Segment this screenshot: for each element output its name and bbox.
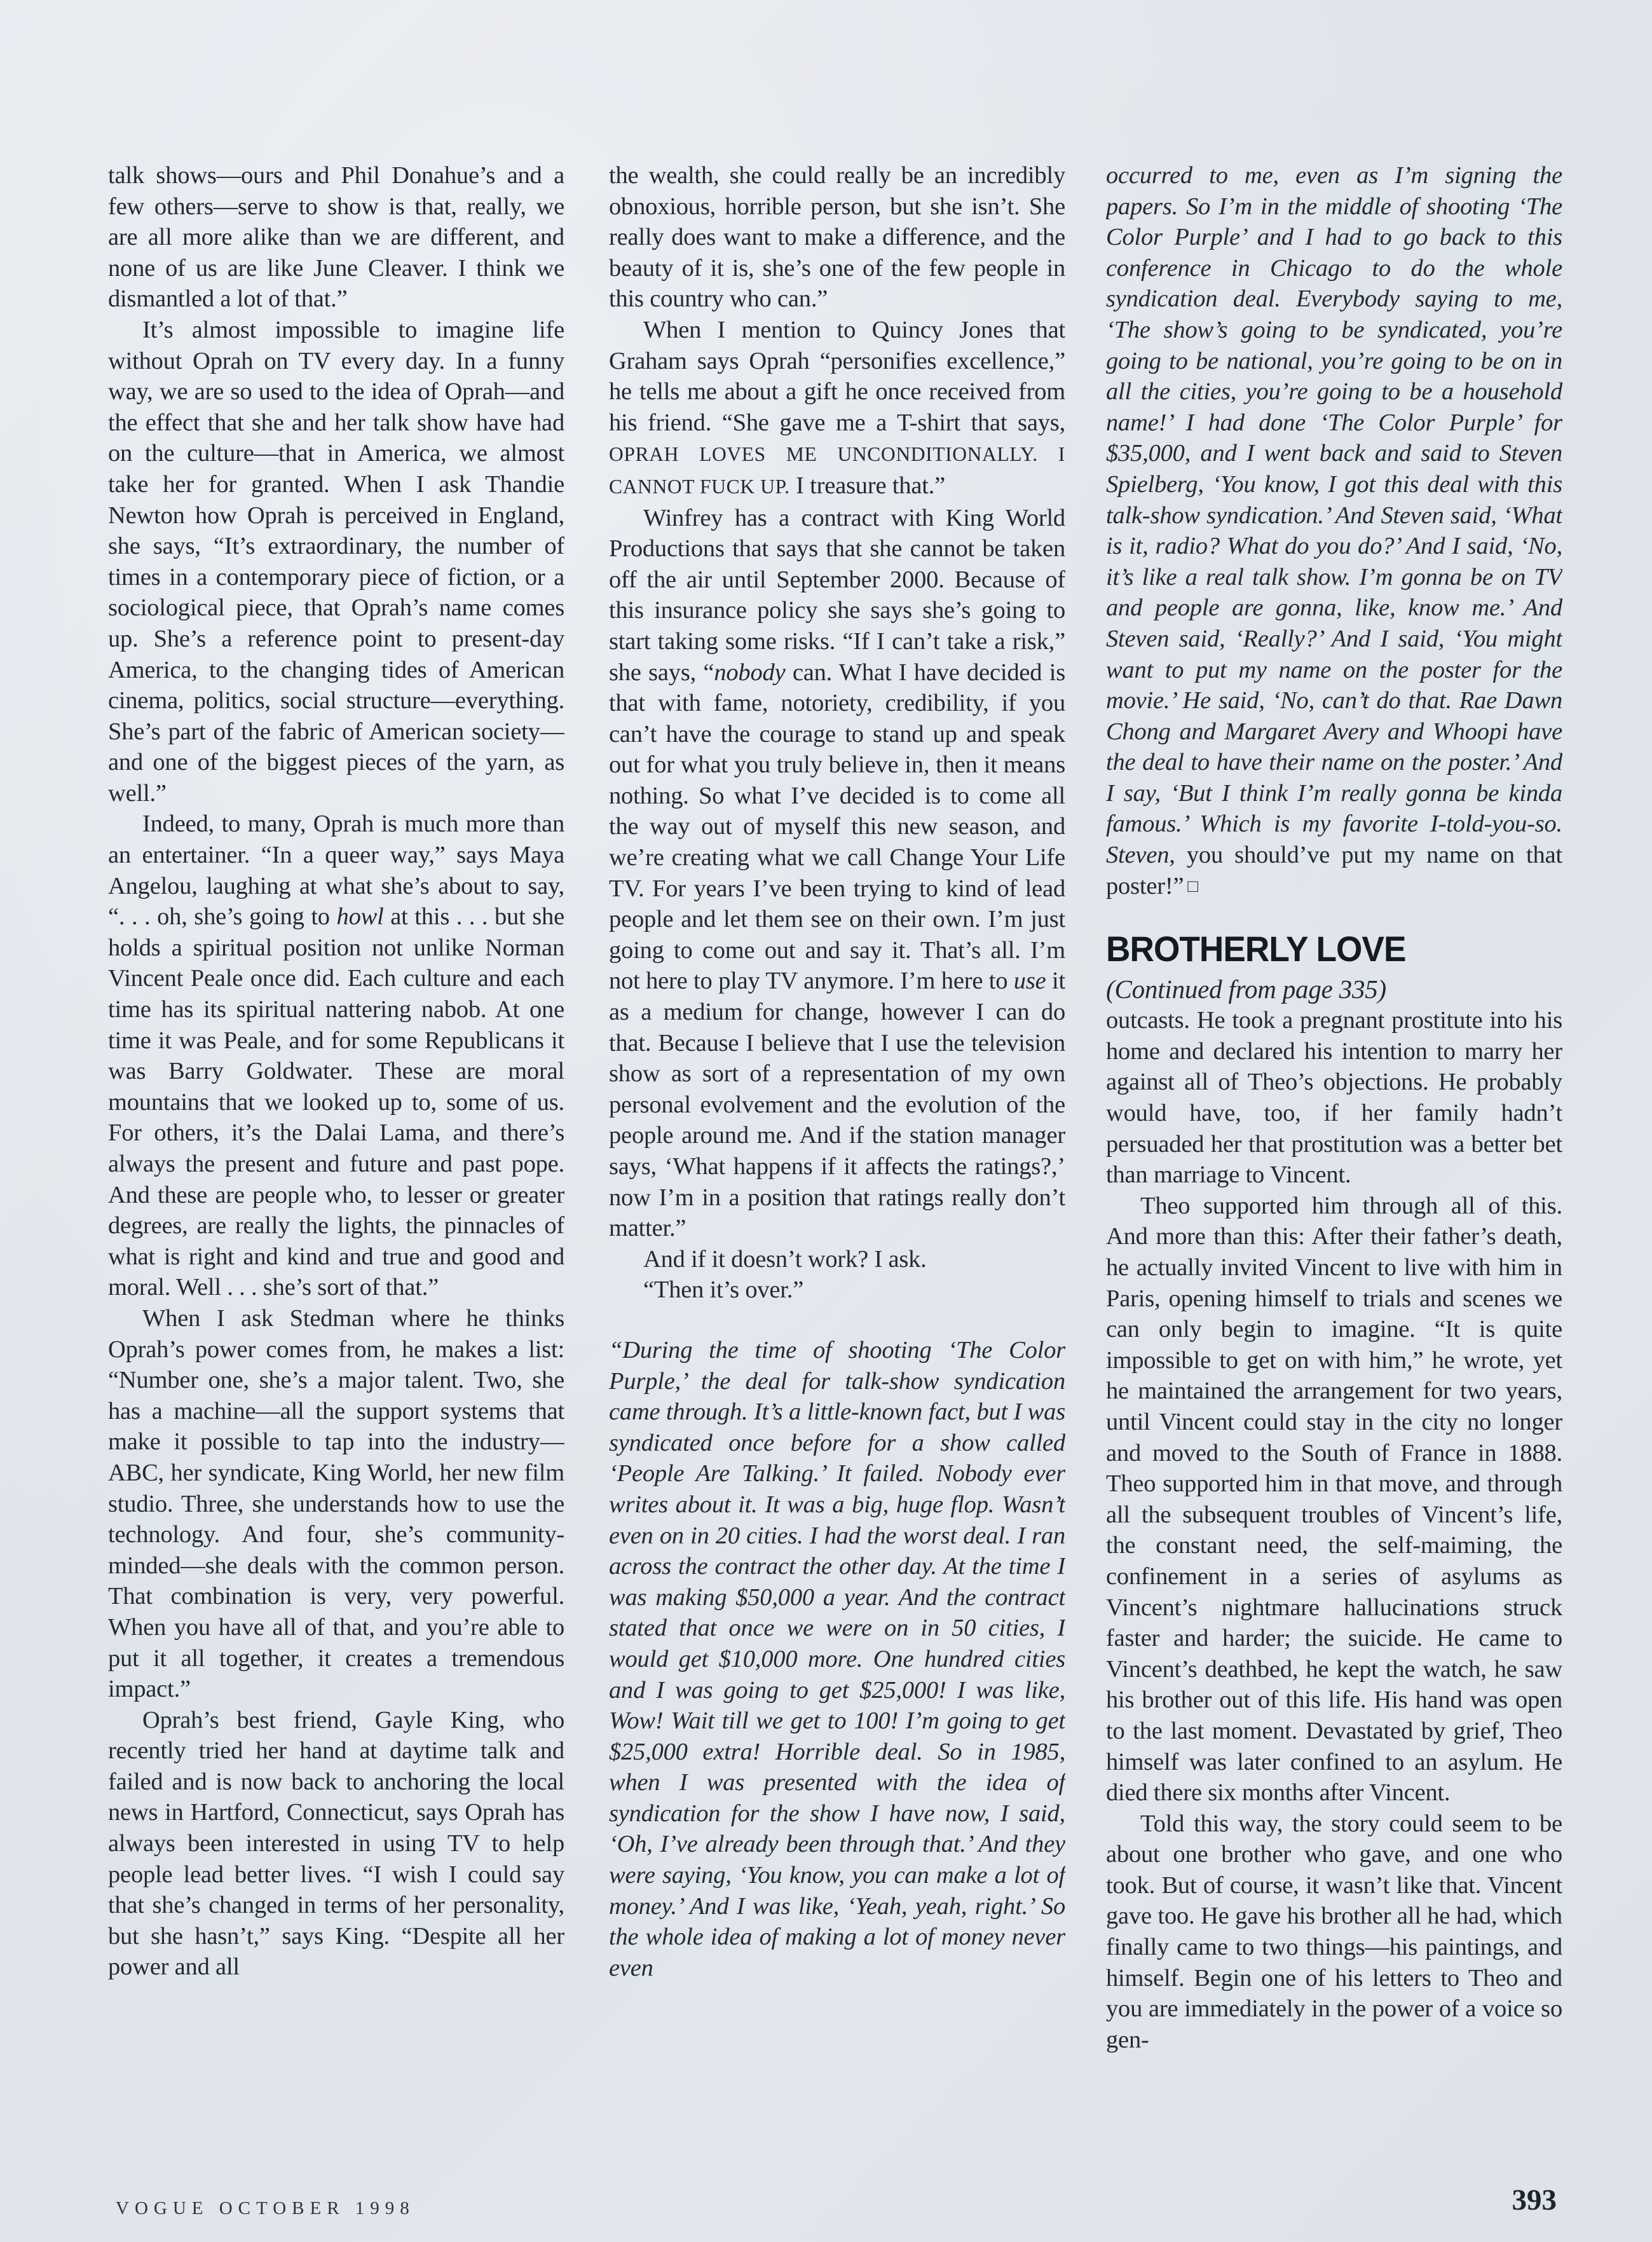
text-segment: And if it doesn’t work? I ask. xyxy=(643,1245,927,1273)
text-segment: the wealth, she could really be an incredibly obnoxious, horrible person, but she isn’t. She really does want to make a difference, and the beauty of it is, she’s one of the few people in this country who can.” xyxy=(609,162,1065,313)
section-heading: BROTHERLY LOVE xyxy=(1106,929,1406,969)
text-segment: Told this way, the story could seem to be about one brother who gave, and one who took. But of course, it wasn’t like that. Vincent gave too. He gave his brother all he had, which finally came to two things—his paintings, and himself. Begin one of his letters to Theo and you are immediately in the power of a voice so gen- xyxy=(1106,1810,1562,2053)
article-column-middle xyxy=(609,160,1065,2147)
body-paragraph xyxy=(609,503,1065,1244)
body-paragraph xyxy=(609,315,1065,503)
text-segment: talk shows—ours and Phil Donahue’s and a few others—serve to show is that, really, we are all more alike than we are different, and none of us are like June Cleaver. I think we dismantled a lot of that.” xyxy=(108,162,564,313)
text-segment: it as a medium for change, however I can do that. Because I believe that I use the television show as sort of a representation of my own personal evolvement and the evolution of the people around me. And if the station manager says, ‘What happens if it affects the ratings?,’ now I’m in a position that ratings really don’t matter.” xyxy=(609,967,1065,1242)
text-segment: Oprah’s best friend, Gayle King, who recently tried her hand at daytime talk and failed and is now back to anchoring the local news in Hartford, Connecticut, says Oprah has always been interested in using TV to help people lead better lives. “I wish I could say that she’s changed in terms of her personality, but she hasn’t,” says King. “Despite all her power and all xyxy=(108,1706,564,1981)
body-paragraph xyxy=(108,1303,564,1705)
text-segment: Indeed, to many, Oprah is much more than an entertainer. “In a queer way,” says Maya Angelou, laughing at what she’s about to say, “. . . oh, she’s going to xyxy=(108,810,564,931)
text-segment: “Then it’s over.” xyxy=(643,1276,804,1304)
text-segment: When I ask Stedman where he thinks Oprah’s power comes from, he makes a list: “Number one, she’s a major talent. Two, she has a machine—all the support systems that make it possible to tap into the industry—ABC, her syndicate, King World, her new film studio. Three, she understands how to use the technology. And four, she’s community-minded—she deals with the common person. That combination is very, very powerful. When you have all of that, and you’re able to put it all together, it creates a tremendous impact.” xyxy=(108,1304,564,1703)
text-segment: you should’ve put my name on that poster!” xyxy=(1106,842,1562,899)
article-column-right xyxy=(1106,160,1562,2147)
body-paragraph xyxy=(1106,1808,1562,2056)
body-paragraph xyxy=(108,160,564,315)
text-segment: “During the time of shooting ‘The Color Purple,’ the deal for talk-show syndication came through. It’s a little-known fact, but I was syndicated once before for a show called ‘People Are Talking.’ It failed. Nobody ever writes about it. It was a big, huge flop. Wasn’t even on in 20 cities. I had the worst deal. I ran across the contract the other day. At the time I was making $50,000 a year. And the contract stated that once we were on in 50 cities, I would get $10,000 more. One hundred cities and I was going to get $25,000! I was like, Wow! Wait till we get to 100! I’m going to get $25,000 extra! Horrible deal. So in 1985, when I was presented with the idea of syndication for the show I have now, I said, ‘Oh, I’ve already been through that.’ And they were saying, ‘You know, you can make a lot of money.’ And I was like, ‘Yeah, yeah, right.’ So the whole idea of making a lot of money never even xyxy=(609,1336,1065,1981)
text-segment: outcasts. He took a pregnant prostitute into his home and declared his intention to marry her against all of Theo’s objections. He probably would have, too, if her family hadn’t persuaded her that prostitution was a better bet than marriage to Vincent. xyxy=(1106,1007,1562,1189)
body-paragraph xyxy=(609,160,1065,315)
text-segment: When I mention to Quincy Jones that Graham says Oprah “personifies excellence,” he tells me about a gift he once received from his friend. “She gave me a T-shirt that says, xyxy=(609,316,1065,436)
text-segment: use xyxy=(1013,967,1046,995)
page-number: 393 xyxy=(1512,2184,1557,2217)
text-segment: I treasure that.” xyxy=(789,472,946,499)
text-segment: Theo supported him through all of this. And more than this: After their father’s death, he actually invited Vincent to live with him in Paris, opening himself to trials and scenes we can only begin to imagine. “It is quite impossible to get on with him,” he wrote, yet he maintained the arrangement for two years, until Vincent could stay in the city no longer and moved to the South of France in 1888. Theo supported him in that move, and through all the subsequent troubles of Vincent’s life, the constant need, the self-maiming, the confinement in a series of asylums as Vincent’s nightmare hallucinations struck faster and harder; the suicide. He came to Vincent’s deathbed, he kept the watch, he saw his brother out of this life. His hand was open to the last moment. Devastated by grief, Theo himself was later confined to an asylum. He died there six months after Vincent. xyxy=(1106,1192,1562,1807)
body-paragraph xyxy=(609,1275,1065,1306)
body-paragraph xyxy=(1106,1005,1562,1191)
text-segment: can. What I have decided is that with fame, notoriety, credibility, if you can’t have the courage to stand up and speak out for what you truly believe in, then it means nothing. So what I’ve decided is to come all the way out of myself this new season, and we’re creating what we call Change Your Life TV. For years I’ve been trying to kind of lead people and let them see on their own. I’m just going to come out and say it. That’s all. I’m not here to play TV anymore. I’m here to xyxy=(609,659,1065,995)
text-segment: howl xyxy=(336,903,384,931)
magazine-footer: VOGUE OCTOBER 1998 xyxy=(116,2198,415,2218)
text-segment: Winfrey has a contract with King World Productions that says that she cannot be taken off the air until September 2000. Because of this insurance policy she says she’s going to start taking some risks. “If I can’t take a risk,” she says, “ xyxy=(609,504,1065,686)
body-paragraph xyxy=(609,1335,1065,1983)
text-segment: OPRAH LOVES ME UNCONDITIONALLY. I CANNOT FUCK UP. xyxy=(609,443,1065,498)
article-column-left xyxy=(108,160,564,2147)
body-paragraph xyxy=(609,1244,1065,1275)
section-continued-note: (Continued from page 335) xyxy=(1106,974,1387,1004)
body-paragraph xyxy=(108,315,564,809)
text-segment: □ xyxy=(1187,875,1198,896)
text-segment: occurred to me, even as I’m signing the papers. So I’m in the middle of shooting ‘The Color Purple’ and I had to go back to this conference in Chicago to do the whole syndication deal. Everybody saying to me, ‘The show’s going to be syndicated, you’re going to be national, you’re going to be on in all the cities, you’re going to be a household name!’ I had done ‘The Color Purple’ for $35,000, and I went back and said to Steven Spielberg, ‘You know, I got this deal with this talk-show syndication.’ And Steven said, ‘What is it, radio? What do you do?’ And I said, ‘No, it’s like a real talk show. I’m gonna be on TV and people are gonna, like, know me.’ And Steven said, ‘Really?’ And I said, ‘You might want to put my name on the poster for the movie.’ He said, ‘No, can’t do that. Rae Dawn Chong and Margaret Avery and Whoopi have the deal to have their name on the poster.’ And I say, ‘But I think I’m really gonna be kinda famous.’ Which is my favorite I-told-you-so. Steven, xyxy=(1106,162,1562,869)
text-segment: nobody xyxy=(714,659,786,686)
body-paragraph xyxy=(1106,160,1562,903)
text-segment: It’s almost impossible to imagine life without Oprah on TV every day. In a funny way, we are so used to the idea of Oprah—and the effect that she and her talk show have had on the culture—that in America, we almost take her for granted. When I ask Thandie Newton how Oprah is perceived in England, she says, “It’s extraordinary, the number of times in a contemporary piece of fiction, or a sociological piece, that Oprah’s name comes up. She’s a reference point to present-day America, to the changing tides of American cinema, politics, social structure—everything. She’s part of the fabric of American society—and one of the biggest pieces of the yarn, as well.” xyxy=(108,316,564,807)
body-paragraph xyxy=(108,1705,564,1983)
text-segment: at this . . . but she holds a spiritual position not unlike Norman Vincent Peale once did. Each culture and each time has its spiritual nattering nabob. At one time it was Peale, and for some Republicans it was Barry Goldwater. These are moral mountains that we looked up to, some of us. For others, it’s the Dalai Lama, and there’s always the present and future and past pope. And these are people who, to lesser or greater degrees, are really the lights, the pinnacles of what is right and kind and true and good and moral. Well . . . she’s sort of that.” xyxy=(108,903,564,1301)
body-paragraph xyxy=(1106,1191,1562,1808)
body-paragraph xyxy=(108,809,564,1303)
